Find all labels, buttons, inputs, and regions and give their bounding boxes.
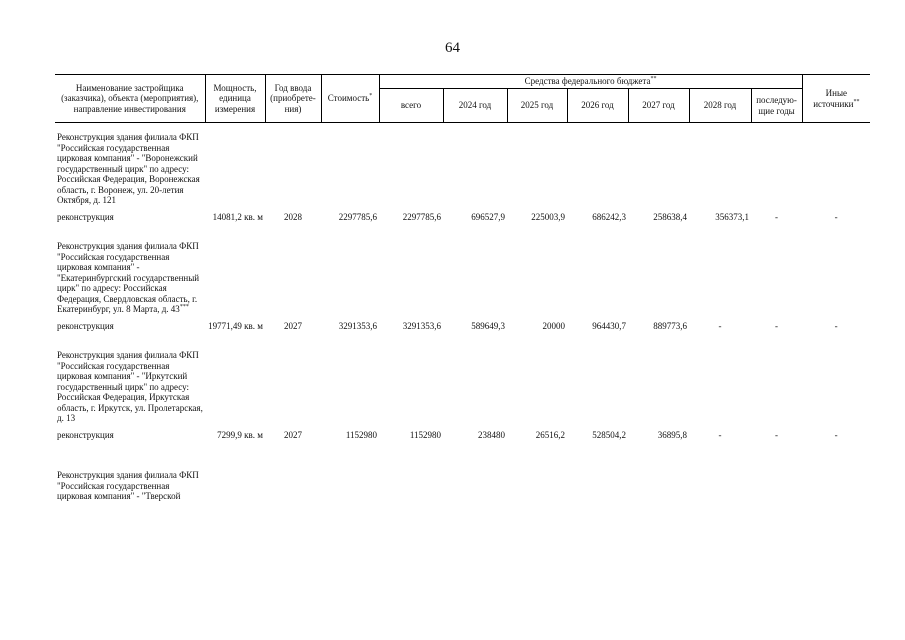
header-2026: 2026 год [567, 89, 628, 123]
value-2027: 258638,4 [653, 211, 687, 222]
header-name: Наименование застройщика (заказчика), объекта (мероприятия), направление инвестирования [55, 75, 205, 123]
capacity: 14081,2 кв. м [212, 211, 263, 222]
direction: реконструкция [57, 429, 114, 440]
table-body [55, 123, 870, 502]
value-other: - [834, 320, 838, 331]
header-2025: 2025 год [507, 89, 567, 123]
table-row [55, 206, 870, 233]
value-2026: 964430,7 [592, 320, 626, 331]
table-row [55, 315, 870, 342]
table-header [55, 75, 870, 123]
value-2027: 889773,6 [653, 320, 687, 331]
header-year: Год ввода (приобрете-ния) [265, 75, 321, 123]
header-2027: 2027 год [628, 89, 689, 123]
value-2028: - [718, 429, 722, 440]
value-2025: 20000 [542, 320, 565, 331]
total: 3291353,6 [402, 320, 441, 331]
capacity: 7299,9 кв. м [217, 429, 263, 440]
header-2024: 2024 год [443, 89, 507, 123]
object-description-row [55, 341, 870, 424]
cost: 3291353,6 [338, 320, 377, 331]
cost: 1152980 [345, 429, 377, 440]
value-later: - [775, 211, 779, 222]
header-later-years: последую-щие годы [751, 89, 802, 123]
year: 2028 [284, 211, 302, 222]
object-description-row-partial [55, 450, 870, 502]
object-description: Реконструкция здания филиала ФКП "Российская государственная цирковая компания" - "Екатеринбургский государственный цирк" по адресу: Российская Федерация, Свердловская область, г. Екатеринбург, ул. 8 Марта, д. 43*** [57, 241, 200, 314]
header-2028: 2028 год [689, 89, 751, 123]
value-2024: 696527,9 [471, 211, 505, 222]
total: 2297785,6 [402, 211, 441, 222]
cost: 2297785,6 [338, 211, 377, 222]
table-row [55, 424, 870, 451]
value-2025: 26516,2 [535, 429, 565, 440]
value-later: - [775, 429, 779, 440]
object-description: Реконструкция здания филиала ФКП "Российская государственная цирковая компания" - "Иркутский государственный цирк" по адресу: Российская Федерация, Иркутская область, г. Иркутск, ул. Пролетарская, д. 13 [57, 350, 203, 423]
header-cost: Стоимость* [321, 75, 379, 123]
year: 2027 [284, 320, 302, 331]
value-other: - [834, 429, 838, 440]
value-2024: 238480 [478, 429, 505, 440]
header-other-sources: Иные источники** [802, 75, 870, 123]
object-description: Реконструкция здания филиала ФКП "Российская государственная цирковая компания" - "Воронежский государственный цирк" по адресу: Российская Федерация, Воронежская область, г. Воронеж, ул. 20-летия Октября, д. 121 [57, 132, 200, 205]
header-federal-budget: Средства федерального бюджета** [379, 75, 802, 89]
direction: реконструкция [57, 320, 114, 331]
value-other: - [834, 211, 838, 222]
value-2027: 36895,8 [657, 429, 687, 440]
value-2028: - [718, 320, 722, 331]
value-2025: 225003,9 [531, 211, 565, 222]
capacity: 19771,49 кв. м [208, 320, 263, 331]
value-2026: 686242,3 [592, 211, 626, 222]
object-description-row [55, 232, 870, 315]
year: 2027 [284, 429, 302, 440]
value-2024: 589649,3 [471, 320, 505, 331]
header-total: всего [379, 89, 443, 123]
value-later: - [775, 320, 779, 331]
direction: реконструкция [57, 211, 114, 222]
value-2028: 356373,1 [715, 211, 749, 222]
object-description-row [55, 123, 870, 206]
object-description: Реконструкция здания филиала ФКП "Российская государственная цирковая компания" - "Тверской [57, 470, 199, 501]
budget-table [55, 74, 870, 502]
header-capacity: Мощность, единица измерения [205, 75, 265, 123]
value-2026: 528504,2 [592, 429, 626, 440]
total: 1152980 [409, 429, 441, 440]
page-number: 64 [445, 40, 460, 56]
